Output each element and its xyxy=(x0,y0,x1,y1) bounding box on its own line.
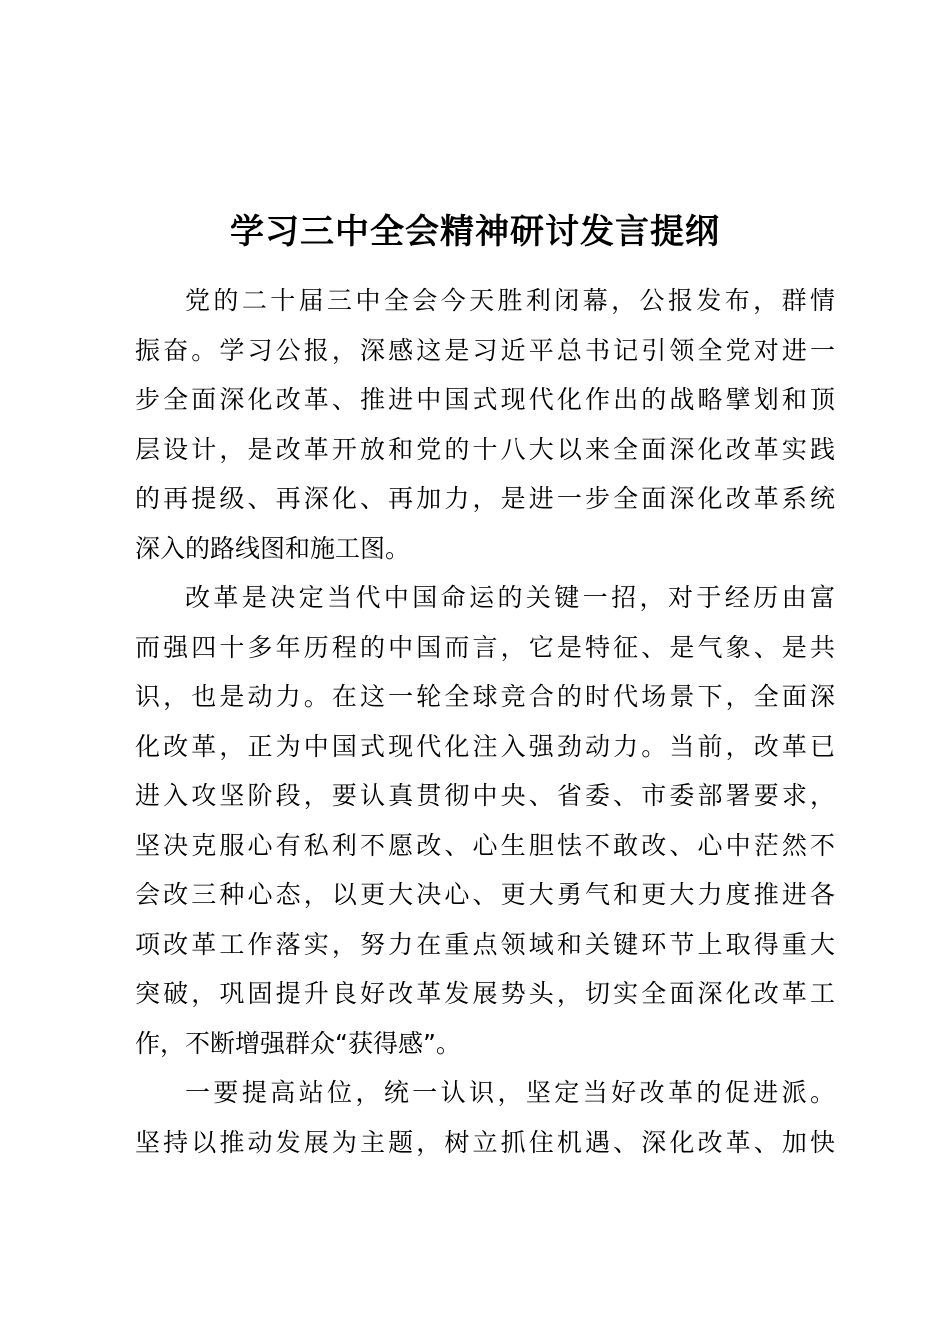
paragraph-1-line-2: 振奋。学习公报，深感这是习近平总书记引领全党对进一 xyxy=(135,335,835,365)
paragraph-2-line-2: 而强四十多年历程的中国而言，它是特征、是气象、是共 xyxy=(135,632,835,662)
paragraph-2-line-7: 会改三种心态，以更大决心、更大勇气和更大力度推进各 xyxy=(135,880,835,909)
paragraph-2-line-5: 进入攻坚阶段，要认真贯彻中央、省委、市委部署要求， xyxy=(135,781,835,810)
paragraph-1-line-5: 的再提级、再深化、再加力，是进一步全面深化改革系统 xyxy=(135,484,835,513)
paragraph-1-line-4: 层设计，是改革开放和党的十八大以来全面深化改革实践 xyxy=(135,434,835,464)
document-title: 学习三中全会精神研讨发言提纲 xyxy=(230,212,720,252)
paragraph-3-line-1: 一要提高站位，统一认识，坚定当好改革的促进派。 xyxy=(185,1078,835,1107)
paragraph-2-line-6: 坚决克服心有私利不愿改、心生胆怯不敢改、心中茫然不 xyxy=(135,830,835,860)
paragraph-2-line-8: 项改革工作落实，努力在重点领域和关键环节上取得重大 xyxy=(135,929,835,959)
paragraph-2-line-9: 突破，巩固提升良好改革发展势头，切实全面深化改革工 xyxy=(135,979,835,1008)
paragraph-3-line-2: 坚持以推动发展为主题，树立抓住机遇、深化改革、加快 xyxy=(135,1127,835,1157)
paragraph-2-line-10: 作，不断增强群众“获得感”。 xyxy=(135,1028,461,1058)
document-body xyxy=(135,276,835,1167)
paragraph-1-line-3: 步全面深化改革、推进中国式现代化作出的战略擘划和顶 xyxy=(135,385,835,414)
paragraph-2-line-4: 化改革，正为中国式现代化注入强劲动力。当前，改革已 xyxy=(135,731,835,761)
paragraph-1-line-1: 党的二十届三中全会今天胜利闭幕，公报发布，群情 xyxy=(185,286,835,315)
paragraph-2-line-3: 识，也是动力。在这一轮全球竞合的时代场景下，全面深 xyxy=(135,682,835,711)
paragraph-2-line-1: 改革是决定当代中国命运的关键一招，对于经历由富 xyxy=(185,583,835,612)
paragraph-1-line-6: 深入的路线图和施工图。 xyxy=(135,533,411,563)
